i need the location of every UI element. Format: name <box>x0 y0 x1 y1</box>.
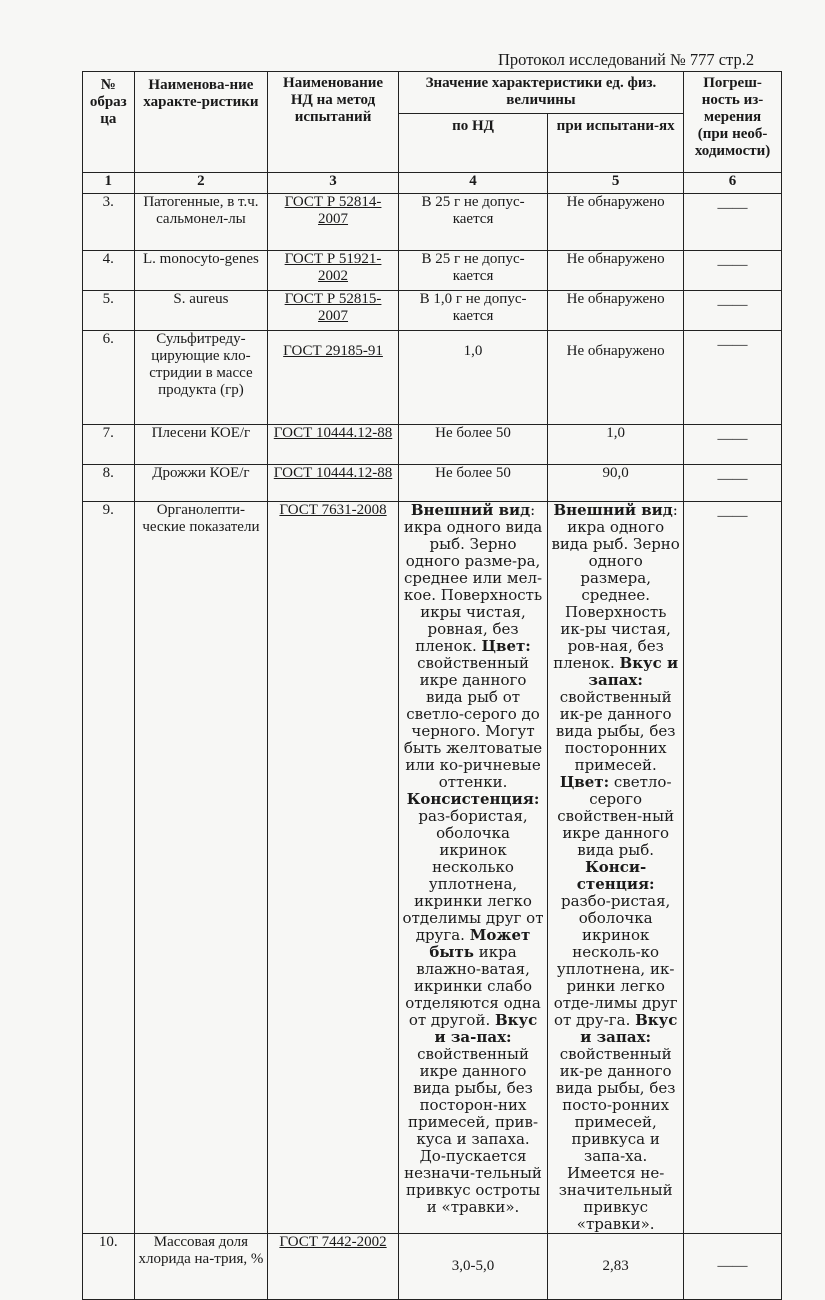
row-characteristic: Органолепти-ческие показатели <box>134 502 268 1234</box>
row-number: 4. <box>83 251 135 291</box>
result-text-appearance: : икра одного вида рыб. Зерно одного размера, среднее. Поверхность ик-ры чистая, ров-ная, без пленок. <box>551 501 680 672</box>
row-characteristic: Сульфитреду-цирующие кло-стридии в массе продукта (гр) <box>134 331 268 425</box>
row-characteristic: L. monocyto-genes <box>134 251 268 291</box>
row-method: ГОСТ 10444.12-88 <box>268 465 399 502</box>
row-method: ГОСТ 7442-2002 <box>268 1234 399 1300</box>
column-number: 6 <box>684 173 782 194</box>
row-number: 8. <box>83 465 135 502</box>
row-error <box>684 502 782 1234</box>
result-text-color: светло-серого свойствен-ный икре данного вида рыб. <box>557 773 675 859</box>
norm-text-may-be: икра влажно-ватая, икринки слабо отделяются одна от другой. <box>405 943 541 1029</box>
norm-label-may-be: Может быть <box>429 926 531 961</box>
row-result: Не обнаружено <box>548 291 684 331</box>
column-number: 5 <box>548 173 684 194</box>
row-result: Не обнаружено <box>548 331 684 425</box>
row-error <box>684 331 782 425</box>
row-error-dash: —— <box>717 200 748 216</box>
table-row <box>83 425 782 465</box>
column-number: 4 <box>398 173 547 194</box>
row-characteristic: Плесени КОЕ/г <box>134 425 268 465</box>
organoleptic-result-description <box>548 502 684 1234</box>
row-error <box>684 194 782 251</box>
row-method: ГОСТ 10444.12-88 <box>268 425 399 465</box>
row-method: ГОСТ 29185-91 <box>268 331 399 425</box>
result-label-taste-smell: Вкус и запах: <box>588 654 679 689</box>
norm-text-consistency: раз-бористая, оболочка икринок несколько уплотнена, икринки легко отделимы друг от друга. <box>402 807 544 944</box>
result-label-taste-smell-2: Вкус и запах: <box>580 1011 678 1046</box>
norm-label-appearance: Внешний вид <box>410 501 531 519</box>
row-number: 5. <box>83 291 135 331</box>
row-number: 3. <box>83 194 135 251</box>
row-error <box>684 425 782 465</box>
row-norm: Не более 50 <box>398 465 547 502</box>
row-characteristic: Патогенные, в т.ч. сальмонел-лы <box>134 194 268 251</box>
row-error <box>684 465 782 502</box>
row-method: ГОСТ 7631-2008 <box>268 502 399 1234</box>
row-norm: Не более 50 <box>398 425 547 465</box>
row-number: 7. <box>83 425 135 465</box>
header-test-method: Наименование НД на метод испытаний <box>268 72 399 173</box>
result-text-taste-smell-2: свойственный ик-ре данного вида рыбы, без посто-ронних примесей, привкуса и запа-ха. Имеется не-значительный привкус «травки». <box>555 1045 676 1233</box>
row-number: 10. <box>83 1234 135 1300</box>
row-error-dash: —— <box>717 1258 748 1274</box>
row-method: ГОСТ Р 51921-2002 <box>268 251 399 291</box>
row-result: 90,0 <box>548 465 684 502</box>
column-number-row <box>83 173 782 194</box>
header-characteristic-name: Наименова-ние характе-ристики <box>134 72 268 173</box>
row-characteristic: Дрожжи КОЕ/г <box>134 465 268 502</box>
header-value-group: Значение характеристики ед. физ. величины <box>398 72 683 114</box>
row-result: Не обнаружено <box>548 194 684 251</box>
result-label-consistency: Конси-стенция: <box>576 858 655 893</box>
table-row <box>83 1234 782 1300</box>
result-text-taste-smell: свойственный ик-ре данного вида рыбы, без посторонних примесей. <box>555 688 676 774</box>
row-error <box>684 251 782 291</box>
column-number: 2 <box>134 173 268 194</box>
header-test-value: при испытани-ях <box>548 114 684 173</box>
row-result: Не обнаружено <box>548 251 684 291</box>
row-error <box>684 1234 782 1300</box>
row-norm: 3,0-5,0 <box>398 1234 547 1300</box>
row-error-dash: —— <box>717 337 748 353</box>
header-norm-value: по НД <box>398 114 547 173</box>
norm-text-appearance: : икра одного вида рыб. Зерно одного разме-ра, среднее или мел-кое. Поверхность икры чистая, ровная, без пленок. <box>403 501 543 655</box>
header-measurement-error: Погреш-ность из-мерения (при необ-ходимости) <box>684 72 782 173</box>
row-error-dash: —— <box>717 508 748 524</box>
header-sample-number: № образ ца <box>83 72 135 173</box>
result-label-appearance: Внешний вид <box>553 501 673 519</box>
column-number: 1 <box>83 173 135 194</box>
protocol-page-header: Протокол исследований № 777 стр.2 <box>498 50 755 69</box>
row-characteristic: Массовая доля хлорида на-трия, % <box>134 1234 268 1300</box>
row-error-dash: —— <box>717 431 748 447</box>
norm-label-color: Цвет: <box>481 637 531 655</box>
row-number: 9. <box>83 502 135 1234</box>
norm-text-color: свойственный икре данного вида рыб от светло-серого до черного. Могут быть желтоватые или ко-ричневые оттенки. <box>403 654 543 791</box>
row-result: 2,83 <box>548 1234 684 1300</box>
column-number: 3 <box>268 173 399 194</box>
table-row-organoleptic <box>83 502 782 1234</box>
row-error <box>684 291 782 331</box>
row-norm: 1,0 <box>398 331 547 425</box>
row-error-dash: —— <box>717 471 748 487</box>
row-norm: В 1,0 г не допус-кается <box>398 291 547 331</box>
norm-label-consistency: Консистенция: <box>406 790 540 808</box>
table-row <box>83 291 782 331</box>
row-norm: В 25 г не допус-кается <box>398 251 547 291</box>
table-row <box>83 331 782 425</box>
organoleptic-norm-description <box>398 502 547 1234</box>
results-table <box>82 71 782 1300</box>
row-error-dash: —— <box>717 297 748 313</box>
table-row <box>83 465 782 502</box>
row-method: ГОСТ Р 52814-2007 <box>268 194 399 251</box>
row-result: 1,0 <box>548 425 684 465</box>
result-label-color: Цвет: <box>559 773 610 791</box>
norm-label-taste-smell: Вкус и за-пах: <box>434 1011 538 1046</box>
row-norm: В 25 г не допус-кается <box>398 194 547 251</box>
row-number: 6. <box>83 331 135 425</box>
row-characteristic: S. aureus <box>134 291 268 331</box>
row-method: ГОСТ Р 52815-2007 <box>268 291 399 331</box>
table-row <box>83 251 782 291</box>
row-error-dash: —— <box>717 257 748 273</box>
table-row <box>83 194 782 251</box>
result-text-consistency: разбо-ристая, оболочка икринок несколь-ко уплотнена, ик-ринки легко отде-лимы друг от дру-га. <box>553 892 678 1029</box>
norm-text-taste-smell: свойственный икре данного вида рыбы, без посторон-них примесей, прив-куса и запаха. До-пускается незначи-тельный привкус остроты и «травки». <box>404 1045 542 1216</box>
